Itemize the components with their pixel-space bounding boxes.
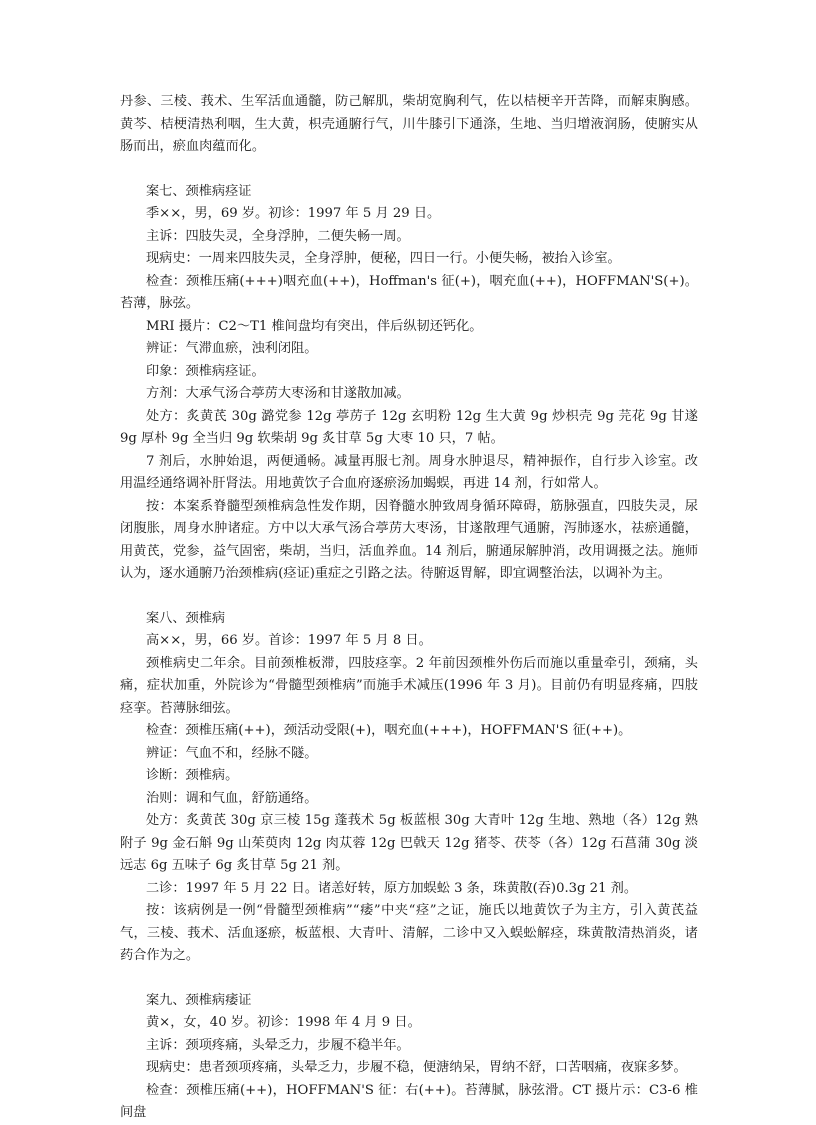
case7-examination: 检查：颈椎压痛(+++)咽充血(++)，Hoffman's 征(+)，咽充血(++)，HOFFMAN'S(+)。苔薄，脉弦。 bbox=[120, 273, 698, 311]
case8-diagnosis: 诊断：颈椎病。 bbox=[146, 768, 239, 783]
case8-examination: 检查：颈椎压痛(++)，颈活动受限(+)，咽充血(+++)，HOFFMAN'S 征(++)。 bbox=[146, 723, 632, 738]
case8-patient-info: 高××，男，66 岁。首诊：1997 年 5 月 8 日。 bbox=[146, 633, 432, 648]
case9-heading: 案九、颈椎病痿证 bbox=[146, 992, 252, 1008]
case7-chief-complaint: 主诉：四肢失灵，全身浮肿，二便失畅一周。 bbox=[146, 228, 410, 244]
case8-treatment-principle: 治则：调和气血，舒筋通络。 bbox=[146, 790, 318, 806]
section-gap bbox=[120, 159, 698, 181]
section-gap bbox=[120, 968, 698, 990]
case8-history: 颈椎病史二年余。目前颈椎板滞，四肢痉挛。2 年前因颈椎外伤后而施以重量牵引，颈痛，头痛，症状加重，外院诊为“骨髓型颈椎病”而施手术减压(1996 年 3 月)。目前仍有明显疼痛，四肢痉挛。苔薄脉细弦。 bbox=[120, 655, 698, 716]
section-gap bbox=[120, 586, 698, 608]
case7-heading: 案七、颈椎病痉证 bbox=[146, 183, 252, 199]
case9-examination: 检查：颈椎压痛(++)，HOFFMAN'S 征：右(++)。苔薄腻，脉弦滑。CT 摄片示：C3-6 椎间盘 bbox=[120, 1082, 698, 1120]
case7-follow-up: 7 剂后，水肿始退，两便通畅。减量再服七剂。周身水肿退尽，精神振作，自行步入诊室。改用温经通络调补肝肾法。用地黄饮子合血府逐瘀汤加蝎蜈，再进 14 剂，行如常人。 bbox=[120, 453, 698, 491]
case8-differentiation: 辨证：气血不和，经脉不隧。 bbox=[146, 745, 318, 761]
case7-mri: MRI 摄片：C2～T1 椎间盘均有突出，伴后纵韧还钙化。 bbox=[146, 318, 483, 334]
case8-heading: 案八、颈椎病 bbox=[146, 610, 226, 626]
case7-history: 现病史：一周来四肢失灵，全身浮肿，便秘，四日一行。小便失畅，被抬入诊室。 bbox=[146, 251, 621, 266]
case9-patient-info: 黄×，女，40 岁。初诊：1998 年 4 月 9 日。 bbox=[146, 1015, 421, 1030]
intro-paragraph: 丹参、三棱、莪术、生军活血通髓，防己解肌，柴胡宽胸利气，佐以桔梗辛开苦降，而解束胸感。黄芩、桔梗清热利咽，生大黄，枳壳通腑行气，川牛膝引下通涤，生地、当归增液润肠，使腑实从肠而出，瘀血肉蕴而化。 bbox=[120, 94, 698, 154]
case7-commentary: 按：本案系脊髓型颈椎病急性发作期，因脊髓水肿致周身循环障碍，筋脉强直，四肢失灵，尿闭腹胀，周身水肿诸症。方中以大承气汤合葶苈大枣汤，甘遂散理气通腑，泻肺逐水，祛瘀通髓，用黄芪，党参，益气固密，柴胡，当归，活血养血。14 剂后，腑通尿解肿消，改用调摄之法。施师认为，逐水通腑乃治颈椎病(痉证)重症之引路之法。待腑返胃解，即宜调整治法，以调补为主。 bbox=[120, 498, 698, 581]
case7-formula: 方剂：大承气汤合葶苈大枣汤和甘遂散加减。 bbox=[146, 386, 410, 401]
document-body bbox=[120, 91, 698, 1125]
case8-second-visit: 二诊：1997 年 5 月 22 日。诸恙好转，原方加蜈蚣 3 条，珠黄散(吞)0.3g 21 剂。 bbox=[146, 880, 638, 896]
case8-prescription: 处方：炙黄芪 30g 京三棱 15g 蓬莪术 5g 板蓝根 30g 大青叶 12g 生地、熟地（各）12g 熟附子 9g 金石斛 9g 山茱萸肉 12g 肉苁蓉 12g 巴戟天 12g 猪苓、茯苓（各）12g 石菖蒲 30g 淡远志 6g 五味子 6g 炙甘草 5g 21 剂。 bbox=[120, 813, 698, 873]
case7-prescription: 处方：炙黄芪 30g 潞党参 12g 葶苈子 12g 玄明粉 12g 生大黄 9g 炒枳壳 9g 芫花 9g 甘遂 9g 厚朴 9g 全当归 9g 软柴胡 9g 炙甘草 5g 大枣 10 只，7 帖。 bbox=[120, 408, 698, 446]
case7-patient-info: 季××，男，69 岁。初诊：1997 年 5 月 29 日。 bbox=[146, 206, 441, 221]
case8-commentary: 按：该病例是一例“骨髓型颈椎病”“痿”中夹“痉”之证，施氏以地黄饮子为主方，引入黄芪益气，三棱、莪术、活血逐瘀，板蓝根、大青叶、清解，二诊中又入蜈蚣解痉，珠黄散清热消炎，诸药合作为之。 bbox=[120, 903, 698, 963]
case9-chief-complaint: 主诉：颈项疼痛，头晕乏力，步履不稳半年。 bbox=[146, 1037, 410, 1053]
case9-history: 现病史：患者颈项疼痛，头晕乏力，步履不稳，便溏纳呆，胃纳不舒，口苦咽痛，夜寐多梦。 bbox=[146, 1060, 687, 1075]
case7-differentiation: 辨证：气滞血瘀，浊利闭阻。 bbox=[146, 341, 318, 356]
case7-impression: 印象：颈椎病痉证。 bbox=[146, 363, 265, 379]
